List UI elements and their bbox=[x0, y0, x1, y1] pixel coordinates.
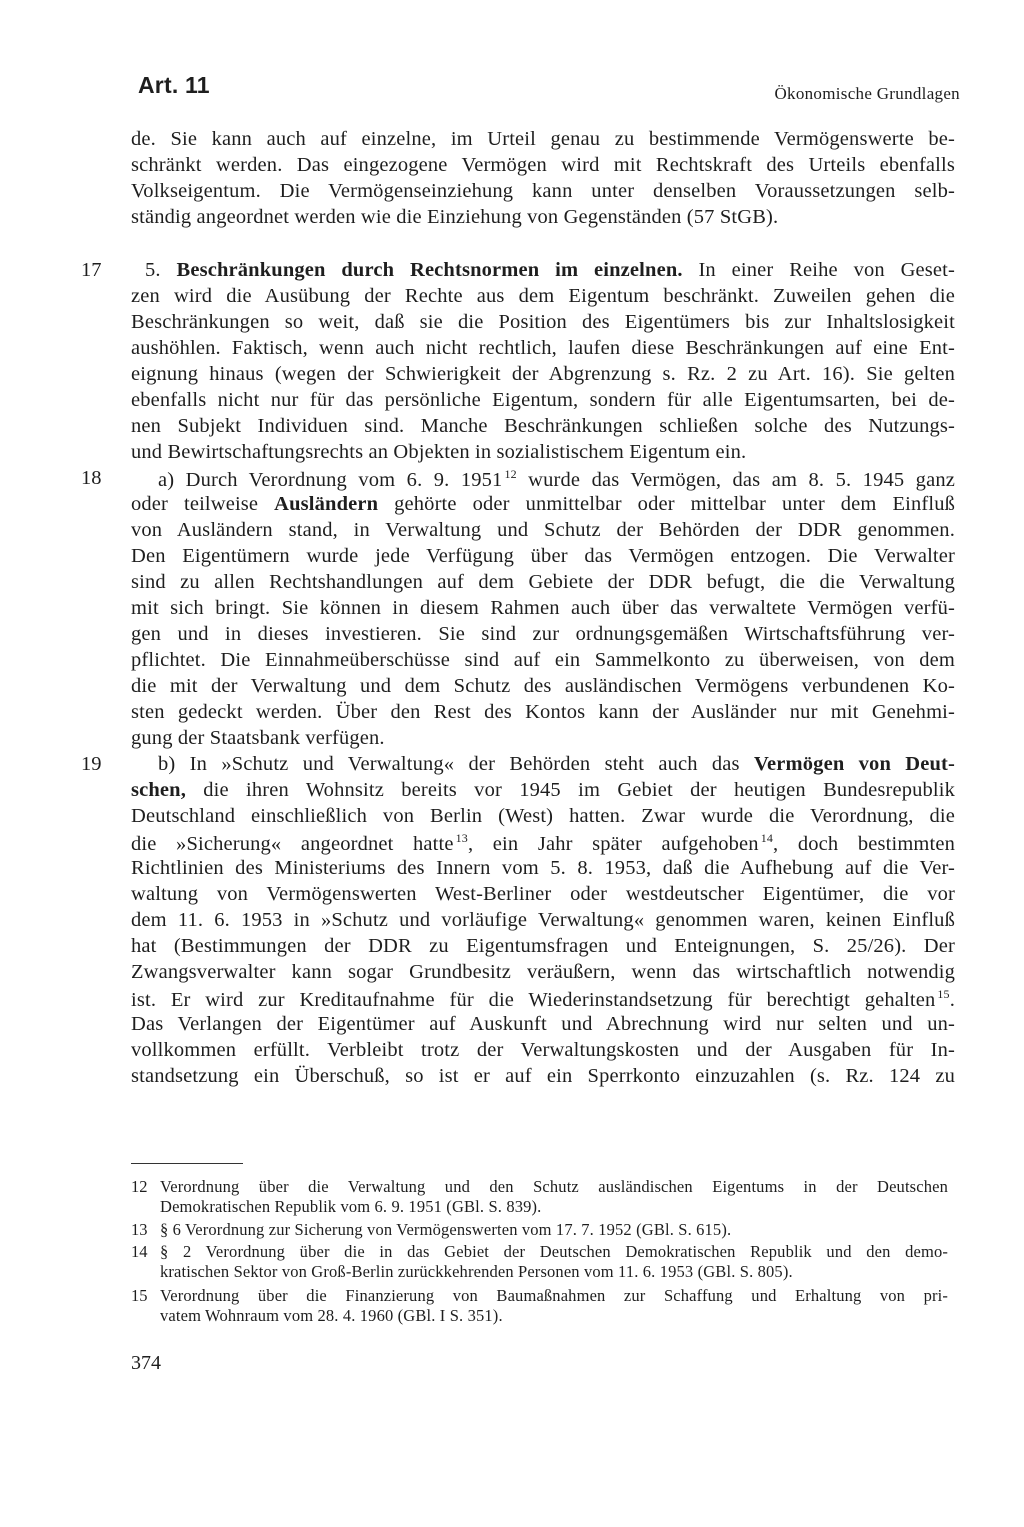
footnote-text: § 2 Verordnung über die in das Gebiet der Deutschen Demokratischen Republik und den demo- bbox=[160, 1242, 948, 1261]
text-line: Beschränkungen so weit, daß sie die Position des Eigentümers bis zur Inhaltslosigkeit bbox=[131, 311, 955, 333]
keyword-vermoegen-deutschen: Vermögen von Deut- bbox=[753, 753, 955, 775]
footnote-number: 14 bbox=[131, 1242, 148, 1261]
text-line: schränkt werden. Das eingezogene Vermögen wird mit Rechtskraft des Urteils ebenfalls bbox=[131, 154, 955, 176]
footnote-ref-13: 13 bbox=[455, 831, 468, 845]
rz19-second-line: schen, die ihren Wohnsitz bereits vor 1945 im Gebiet der heutigen Bundesrepublik bbox=[131, 779, 955, 801]
footnote-ref-14: 14 bbox=[760, 831, 773, 845]
text-line: ebenfalls nicht nur für das persönliche Eigentum, sondern für alle Eigentumsarten, bei de- bbox=[131, 389, 955, 411]
text-line: sind zu allen Rechtshandlungen auf dem Gebiete der DDR befugt, die die Verwaltung bbox=[131, 571, 955, 593]
text-line: mit sich bringt. Sie können in diesem Rahmen auch über das verwaltete Vermögen verfü- bbox=[131, 597, 955, 619]
margin-number-17: 17 bbox=[81, 259, 102, 281]
text-line: Den Eigentümern wurde jede Verfügung über das Vermögen entzogen. Die Verwalter bbox=[131, 545, 955, 567]
footnote-rule bbox=[131, 1163, 243, 1164]
footnote-text: kratischen Sektor von Groß-Berlin zurückkehrenden Personen vom 11. 6. 1953 (GBl. S. 805). bbox=[160, 1262, 793, 1281]
text-line: und Bewirtschaftungsrechts an Objekten in sozialistischem Eigentum ein. bbox=[131, 441, 747, 463]
text-line: eignung hinaus (wegen der Schwierigkeit der Abgrenzung s. Rz. 2 zu Art. 16). Sie gelten bbox=[131, 363, 955, 385]
rz17-heading: Beschränkungen durch Rechtsnormen im einzelnen. bbox=[176, 259, 683, 281]
text-line: sten gedeckt werden. Über den Rest des Kontos kann der Ausländer nur mit Genehmi- bbox=[131, 701, 955, 723]
text-line: pflichtet. Die Einnahmeüberschüsse sind auf ein Sammelkonto zu überweisen, von dem bbox=[131, 649, 955, 671]
keyword-auslaendern: Ausländern bbox=[274, 493, 379, 515]
footnote-ref-15: 15 bbox=[937, 987, 950, 1001]
text-line: Volkseigentum. Die Vermögenseinziehung kann unter denselben Voraussetzungen selb- bbox=[131, 180, 955, 202]
rz18-second-line: oder teilweise Ausländern gehörte oder unmittelbar oder mittelbar unter dem Einfluß bbox=[131, 493, 955, 515]
footnote-text: vatem Wohnraum vom 28. 4. 1960 (GBl. I S. 351). bbox=[160, 1306, 503, 1325]
section-title: Ökonomische Grundlagen bbox=[774, 84, 960, 103]
text-line: de. Sie kann auch auf einzelne, im Urteil genau zu bestimmende Vermögenswerte be- bbox=[131, 128, 955, 150]
footnote-number: 13 bbox=[131, 1220, 148, 1239]
text-line: aushöhlen. Faktisch, wenn auch nicht rechtlich, laufen diese Beschränkungen auf eine Ent- bbox=[131, 337, 955, 359]
text-line: ständig angeordnet werden wie die Einziehung von Gegenständen (57 StGB). bbox=[131, 206, 779, 228]
footnote-text: § 6 Verordnung zur Sicherung von Vermögenswerten vom 17. 7. 1952 (GBl. S. 615). bbox=[160, 1220, 732, 1239]
footnote-text: Demokratischen Republik vom 6. 9. 1951 (GBl. S. 839). bbox=[160, 1197, 542, 1216]
text-line: gen und in dieses investieren. Sie sind zur ordnungsgemäßen Wirtschaftsführung ver- bbox=[131, 623, 955, 645]
rz17-heading-line: 5. Beschränkungen durch Rechtsnormen im einzelnen. In einer Reihe von Geset- bbox=[145, 259, 955, 281]
text-line: dem 11. 6. 1953 in »Schutz und vorläufige Verwaltung« genommen waren, keinen Einfluß bbox=[131, 909, 955, 931]
text-line: zen wird die Ausübung der Rechte aus dem Eigentum beschränkt. Zuweilen gehen die bbox=[131, 285, 955, 307]
margin-number-18: 18 bbox=[81, 467, 102, 489]
rz19-credit-line: ist. Er wird zur Kreditaufnahme für die Wiederinstandsetzung für berechtigt gehalten $^{15}$. bbox=[131, 987, 955, 1011]
text-line: waltung von Vermögenswerten West-Berliner oder westdeutscher Eigentümer, die vor bbox=[131, 883, 955, 905]
rz18-first-line: a) Durch Verordnung vom 6. 9. 1951 $^{12}$ wurde das Vermögen, das am 8. 5. 1945 ganz bbox=[158, 467, 955, 491]
footnote-number: 15 bbox=[131, 1286, 148, 1305]
footnote-text: Verordnung über die Verwaltung und den Schutz ausländischen Eigentums in der Deutschen bbox=[160, 1177, 948, 1196]
footnote-text: Verordnung über die Finanzierung von Baumaßnahmen zur Schaffung und Erhaltung von pri- bbox=[160, 1286, 948, 1305]
article-label: Art. 11 bbox=[138, 72, 210, 98]
text-line: gung der Staatsbank verfügen. bbox=[131, 727, 385, 749]
margin-number-19: 19 bbox=[81, 753, 102, 775]
footnote-ref-12: 12 bbox=[504, 467, 517, 481]
text-line: vollkommen erfüllt. Verbleibt trotz der Verwaltungskosten und der Ausgaben für In- bbox=[131, 1039, 955, 1061]
text-line: die mit der Verwaltung und dem Schutz des ausländischen Vermögens verbundenen Ko- bbox=[131, 675, 955, 697]
text-line: nen Subjekt Individuen sind. Manche Beschränkungen schließen solche des Nutzungs- bbox=[131, 415, 955, 437]
text-line: von Ausländern stand, in Verwaltung und Schutz der Behörden der DDR genommen. bbox=[131, 519, 955, 541]
rz19-fourth-line: die »Sicherung« angeordnet hatte $^{13}$, ein Jahr später aufgehoben $^{14}$, doch bestimmten bbox=[131, 831, 955, 855]
text-line: hat (Bestimmungen der DDR zu Eigentumsfragen und Enteignungen, S. 25/26). Der bbox=[131, 935, 955, 957]
text-line: Deutschland einschließlich von Berlin (West) hatten. Zwar wurde die Verordnung, die bbox=[131, 805, 955, 827]
rz19-first-line: b) In »Schutz und Verwaltung« der Behörden steht auch das Vermögen von Deut- bbox=[158, 753, 955, 775]
text-line: Das Verlangen der Eigentümer auf Auskunft und Abrechnung wird nur selten und un- bbox=[131, 1013, 955, 1035]
footnote-number: 12 bbox=[131, 1177, 148, 1196]
text-line: Zwangsverwalter kann sogar Grundbesitz veräußern, wenn das wirtschaftlich notwendig bbox=[131, 961, 955, 983]
page-number: 374 bbox=[131, 1352, 161, 1374]
text-line: Richtlinien des Ministeriums des Innern vom 5. 8. 1953, daß die Aufhebung auf die Ver- bbox=[131, 857, 955, 879]
text-line: standsetzung ein Überschuß, so ist er auf ein Sperrkonto einzuzahlen (s. Rz. 124 zu bbox=[131, 1065, 955, 1087]
